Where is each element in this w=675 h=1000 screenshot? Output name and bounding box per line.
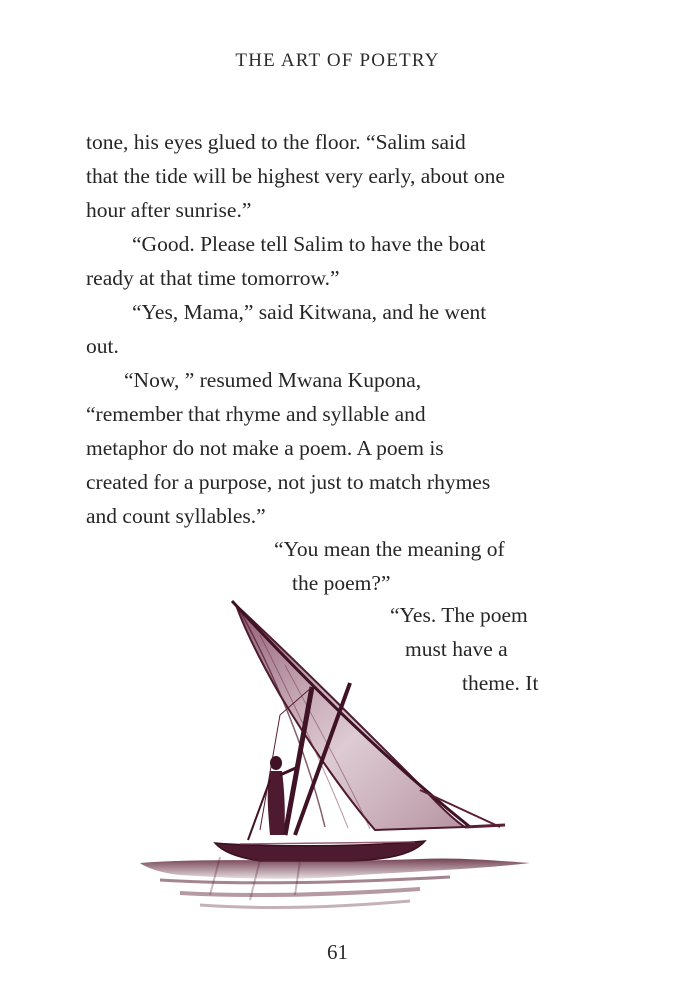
text-line: metaphor do not make a poem. A poem is bbox=[86, 436, 444, 460]
text-line: “remember that rhyme and syllable and bbox=[86, 402, 426, 426]
text-line: must have a bbox=[405, 637, 508, 661]
text-line: the poem?” bbox=[292, 571, 391, 595]
text-line: and count syllables.” bbox=[86, 504, 266, 528]
text-line: “Yes. The poem bbox=[390, 603, 528, 627]
text-line: that the tide will be highest very early, about one bbox=[86, 164, 505, 188]
text-line: theme. It bbox=[462, 671, 539, 695]
text-line: ready at that time tomorrow.” bbox=[86, 266, 340, 290]
text-line: “You mean the meaning of bbox=[274, 537, 505, 561]
text-line: “Good. Please tell Salim to have the boat bbox=[132, 232, 486, 256]
dhow-sailboat-illustration bbox=[120, 595, 540, 925]
running-head-title: THE ART OF POETRY bbox=[235, 50, 440, 71]
text-line: created for a purpose, not just to match rhymes bbox=[86, 470, 491, 494]
text-line: “Now, ” resumed Mwana Kupona, bbox=[124, 368, 422, 392]
text-line: “Yes, Mama,” said Kitwana, and he went bbox=[132, 300, 487, 324]
page-number: 61 bbox=[327, 940, 348, 964]
text-line: out. bbox=[86, 334, 119, 358]
text-line: tone, his eyes glued to the floor. “Salim said bbox=[86, 130, 466, 154]
text-line: hour after sunrise.” bbox=[86, 198, 252, 222]
